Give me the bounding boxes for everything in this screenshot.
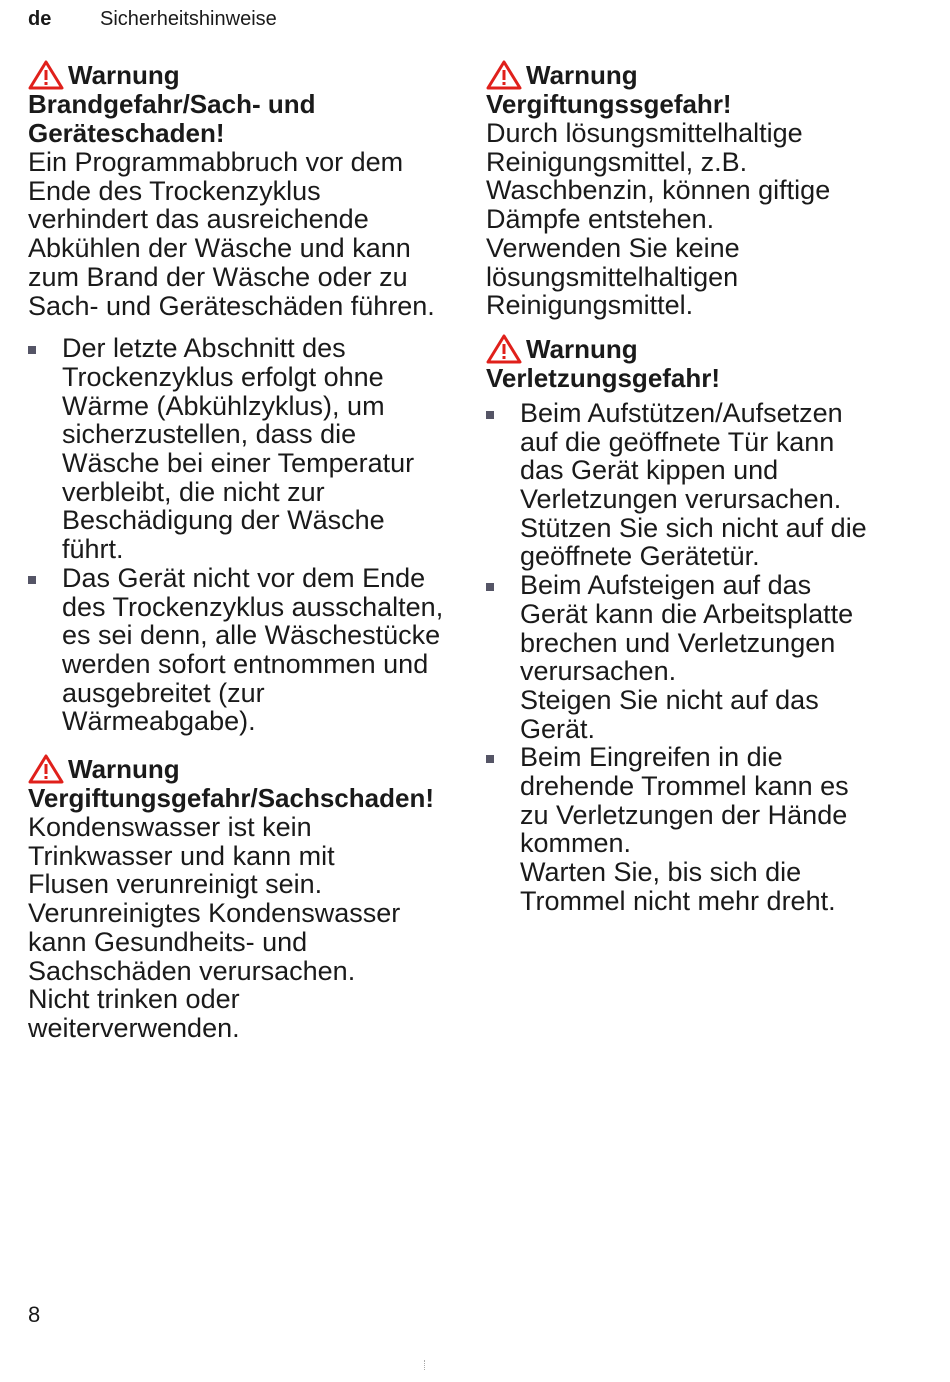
list-item [486,399,881,571]
warning-injury [486,334,906,916]
crop-mark [424,1360,427,1370]
warning-label: Warnung [526,333,638,364]
bullet-icon [28,346,36,354]
warning-triangle-icon [486,334,522,364]
list-item-text: Beim Aufsteigen auf das Gerät kann die Arbeitsplatte brechen und Verletzungen verursachen. [520,570,854,687]
warning-heading [486,334,906,364]
list-item [28,334,453,564]
warning-text: Kondenswasser ist kein Trinkwasser und kann mit Flusen verunreinigt sein. Verunreinigtes Kondenswasser kann Gesundheits- und Sachschäden verursachen. [28,812,401,986]
warning-heading [28,60,453,90]
warning-heading [486,60,906,90]
warning-label: Warnung [68,754,180,785]
warning-instruction: Verwenden Sie keine lösungsmittelhaltigen Reinigungsmittel. [486,232,740,321]
right-column [486,60,906,938]
list-item-note: Steigen Sie nicht auf das Gerät. [520,684,819,744]
warning-title: Vergiftungssgefahr! [486,89,732,119]
left-column [28,60,453,1065]
bullet-icon [486,583,494,591]
warning-title: Vergiftungsgefahr/Sachschaden! [28,783,434,814]
warning-title: Verletzungsgefahr! [486,362,721,393]
warning-triangle-icon [28,754,64,784]
warning-text: Durch lösungsmittelhaltige Reinigungsmittel, z.B. Waschbenzin, können giftige Dämpfe entstehen. [486,118,831,235]
instruction-list [28,334,453,736]
bullet-icon [28,576,36,584]
bullet-icon [486,755,494,763]
list-item [28,564,453,736]
list-item [486,743,881,915]
list-item-text: Der letzte Abschnitt des Trockenzyklus erfolgt ohne Wärme (Abkühlzyklus), um sicherzustellen, dass die Wäsche bei einer Temperatur verbleibt, die nicht zur Beschädigung der Wäsche führt. [62,333,415,565]
list-item-text: Das Gerät nicht vor dem Ende des Trockenzyklus ausschalten, es sei denn, alle Wäschestücke werden sofort entnommen und ausgebreitet (zur Wärmeabgabe). [62,562,444,737]
language-code: de [28,8,52,30]
instruction-list [486,399,881,916]
warning-poison-damage [28,754,453,1043]
list-item [486,571,881,743]
list-item-text: Beim Eingreifen in die drehende Trommel kann es zu Verletzungen der Hände kommen. [520,742,849,859]
warning-triangle-icon [486,60,522,90]
warning-solvent [486,60,906,320]
warning-label: Warnung [526,60,638,90]
warning-title: Brandgefahr/Sach- und Geräteschaden! [28,89,316,148]
warning-heading [28,754,453,784]
warning-instruction: Nicht trinken oder weiterverwenden. [28,984,240,1043]
warning-fire [28,60,453,736]
page-number: 8 [28,1302,41,1327]
list-item-text: Beim Aufstützen/Aufsetzen auf die geöffnete Tür kann das Gerät kippen und Verletzungen verursachen. [520,397,843,515]
list-item-note: Stützen Sie sich nicht auf die geöffnete Gerätetür. [520,512,867,572]
warning-label: Warnung [68,60,180,90]
warning-text: Ein Programmabbruch vor dem Ende des Trockenzyklus verhindert das ausreichende Abkühlen der Wäsche und kann zum Brand der Wäsche oder zu Sach- und Geräteschäden führen. [28,147,435,321]
warning-triangle-icon [28,60,64,90]
section-title: Sicherheitshinweise [100,8,277,30]
list-item-note: Warten Sie, bis sich die Trommel nicht mehr dreht. [520,857,836,916]
bullet-icon [486,411,494,419]
